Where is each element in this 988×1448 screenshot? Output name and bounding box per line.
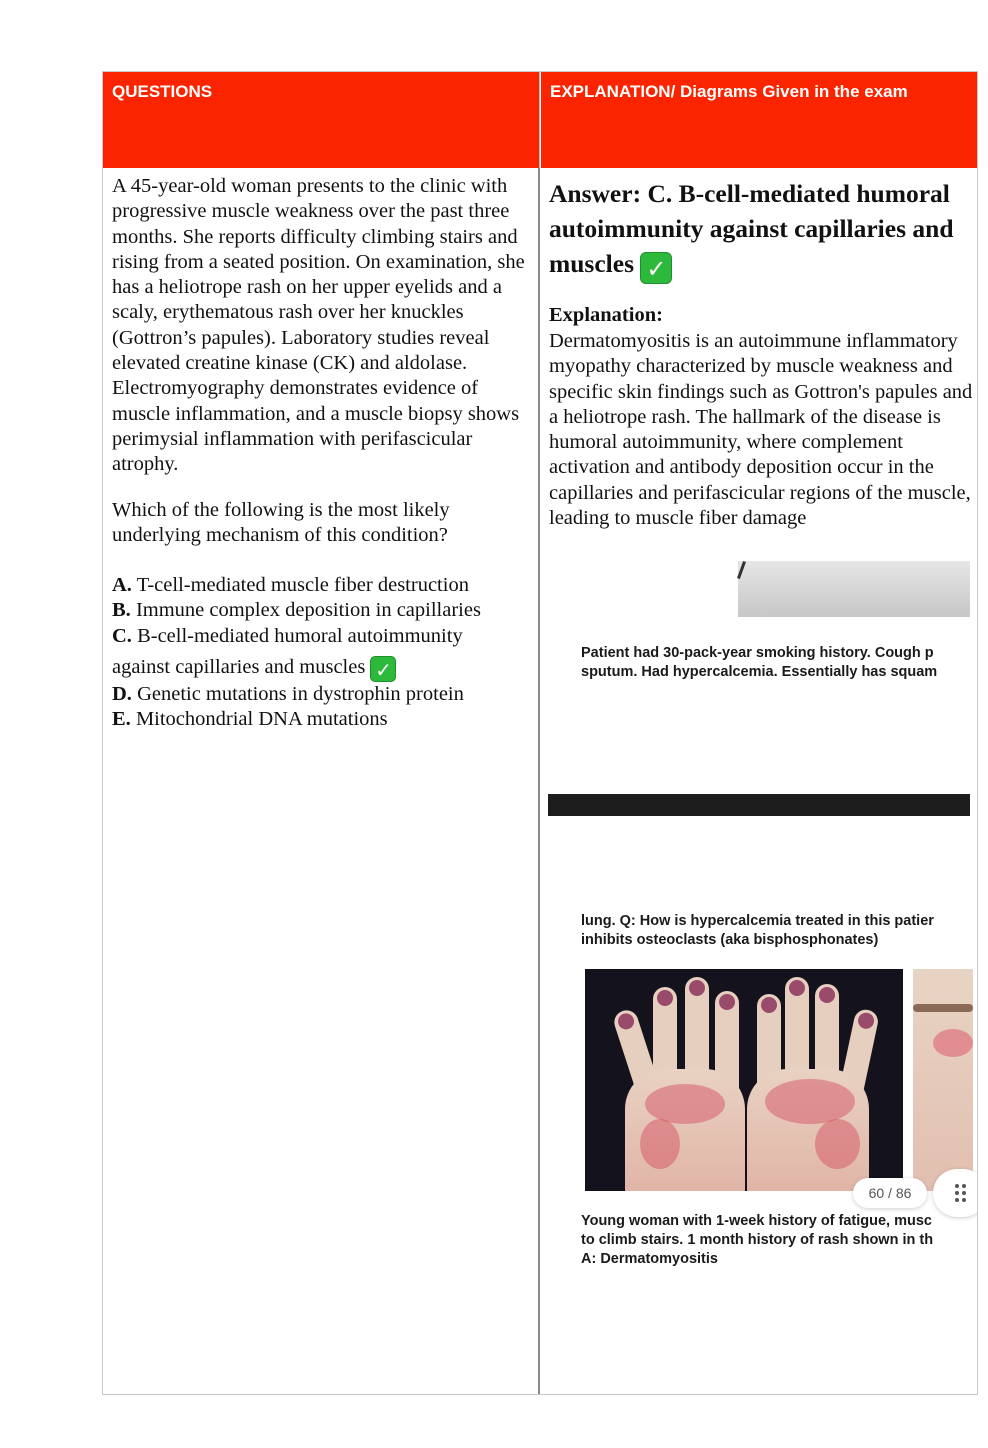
- diagram-caption-dermatomyositis: Young woman with 1-week history of fatigue, musc to climb stairs. 1 month history of rash shown in th A: Dermatomyositis: [581, 1213, 934, 1267]
- option-d: D. Genetic mutations in dystrophin protein: [112, 682, 464, 705]
- explanation-title: Explanation:: [549, 304, 663, 326]
- grid-menu-button[interactable]: [933, 1169, 977, 1217]
- check-mark-icon: ✓: [370, 656, 396, 682]
- questions-header: QUESTIONS: [103, 72, 540, 168]
- explanation-body: Dermatomyositis is an autoimmune inflammatory myopathy characterized by muscle weakness and specific skin findings such as Gottron's papules and a heliotrope rash. The hallmark of the disease is humoral autoimmunity, where complement activation and antibody deposition occur in the capillaries and perifascicular regions of the muscle, leading to muscle fiber damage: [549, 330, 973, 530]
- explanation-header: EXPLANATION/ Diagrams Given in the exam: [541, 72, 977, 168]
- page-indicator: 60 / 86: [853, 1178, 927, 1208]
- diagram-caption-smoking: Patient had 30-pack-year smoking history. Cough p sputum. Had hypercalcemia. Essentially has squam: [581, 645, 938, 680]
- heliotrope-rash-image: [913, 969, 973, 1191]
- option-b: B. Immune complex deposition in capillaries: [112, 599, 481, 622]
- explanation-column: [541, 168, 977, 1394]
- option-c: C. B-cell-mediated humoral autoimmunity against capillaries and muscles ✓: [112, 624, 463, 682]
- redacted-bar: [548, 794, 970, 816]
- diagram-caption-hypercalcemia: lung. Q: How is hypercalcemia treated in this patier inhibits osteoclasts (aka bisphosphonates): [581, 913, 934, 948]
- option-e: E. Mitochondrial DNA mutations: [112, 708, 388, 731]
- option-a: A. T-cell-mediated muscle fiber destruction: [112, 574, 469, 596]
- gottron-papules-hands-image: [585, 969, 903, 1191]
- answer-options: [112, 573, 537, 732]
- question-explanation-table: [102, 71, 978, 1395]
- answer-heading: Answer: C. B-cell-mediated humoral autoimmunity against capillaries and muscles ✓: [549, 179, 954, 283]
- grid-dots-icon: [955, 1184, 959, 1188]
- questions-column: [103, 168, 540, 1394]
- check-mark-icon: ✓: [640, 252, 672, 284]
- xray-image-fragment: [738, 561, 970, 617]
- question-stem: A 45-year-old woman presents to the clinic with progressive muscle weakness over the past three months. She reports difficulty climbing stairs and rising from a seated position. On examination, she has a heliotrope rash on her upper eyelids and a scaly, erythematous rash over her knuckles (Gottron’s papules). Laboratory studies reveal elevated creatine kinase (CK) and aldolase. Electromyography demonstrates evidence of muscle inflammation, and a muscle biopsy shows perimysial inflammation with perifascicular atrophy.: [112, 175, 525, 476]
- question-prompt: Which of the following is the most likely underlying mechanism of this condition?: [112, 499, 450, 547]
